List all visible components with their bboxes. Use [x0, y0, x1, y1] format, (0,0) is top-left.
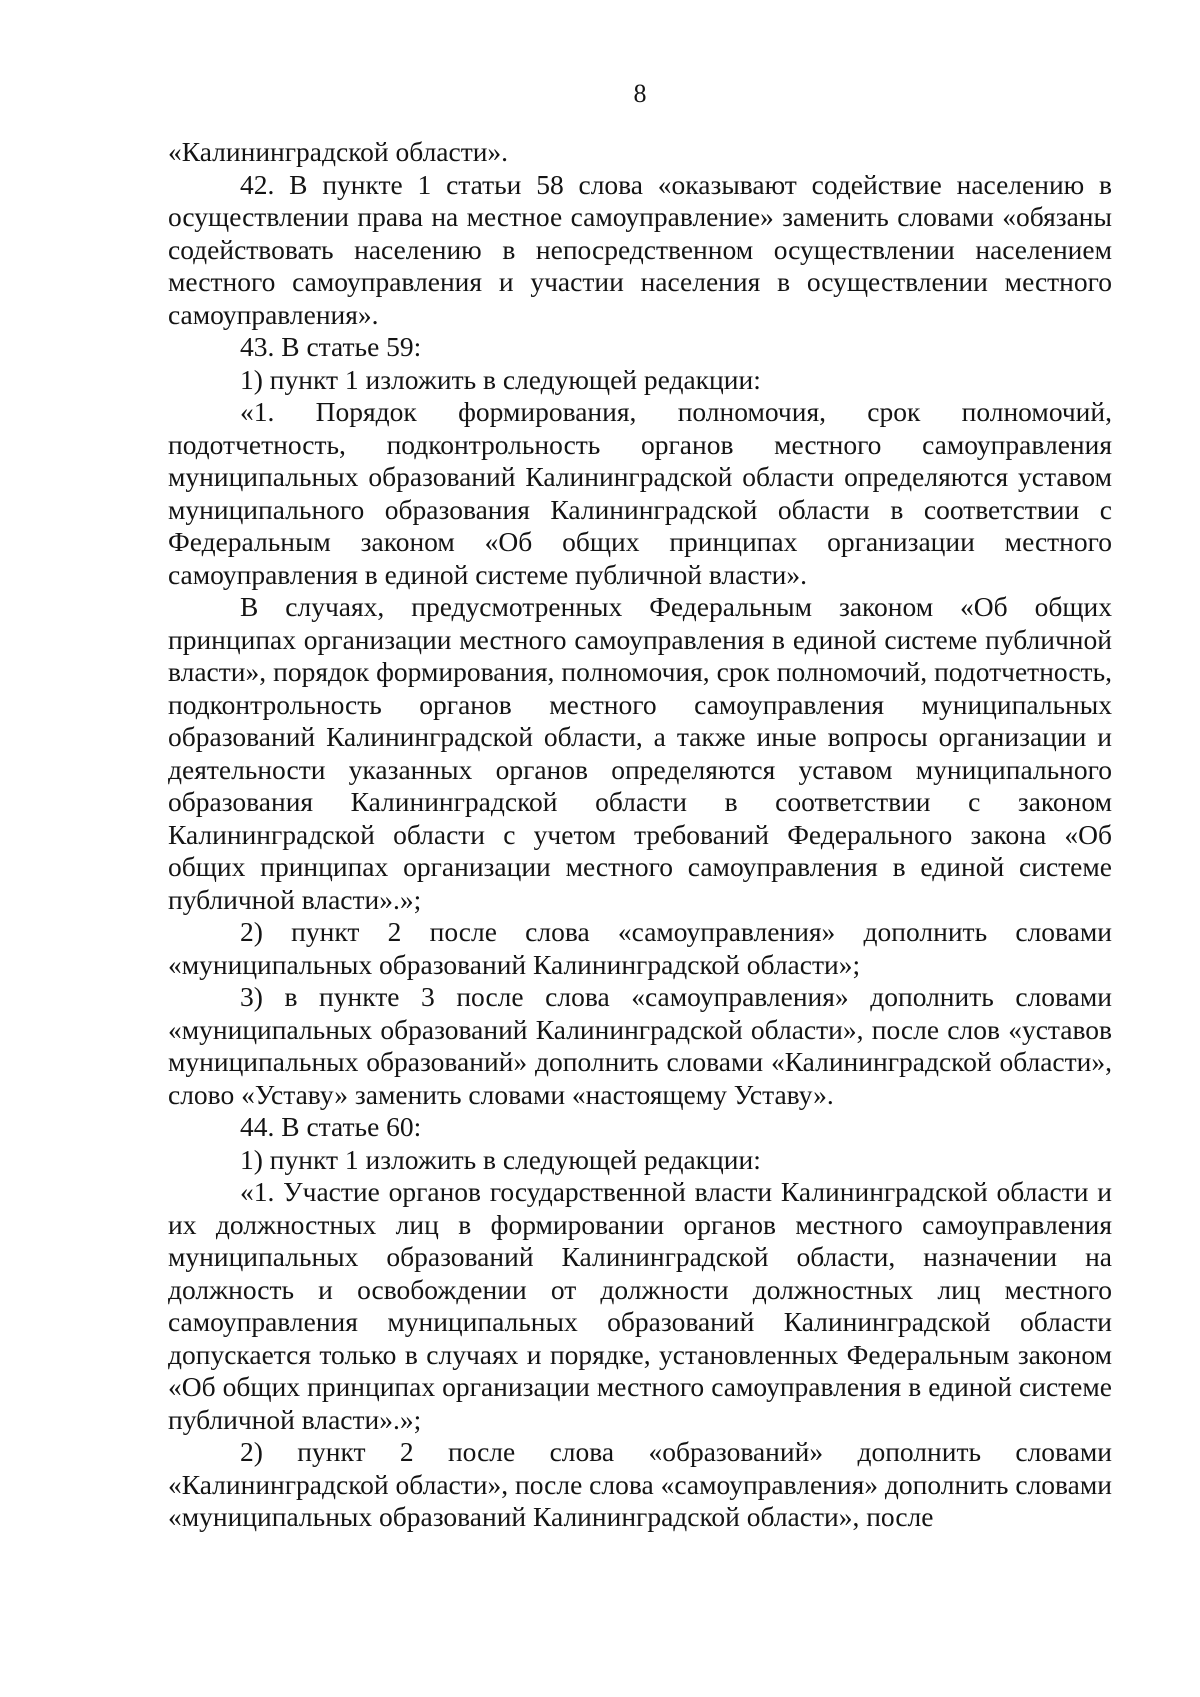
page-number: 8 — [633, 79, 647, 108]
paragraph: 43. В статье 59: — [240, 331, 422, 362]
paragraph: 3) в пункте 3 после слова «самоуправления» дополнить словами «муниципальных образований Калининградской области», после слов «уставов муниципальных образований» дополнить словами «Калининградской области», слово «Уставу» заменить словами «настоящему Уставу». — [168, 981, 1112, 1110]
paragraph: 42. В пункте 1 статьи 58 слова «оказывают содействие населению в осуществлении права на местное самоуправление» заменить словами «обязаны содействовать населению в непосредственном осуществлении населением местного самоуправления и участии населения в осуществлении местного самоуправления». — [168, 168, 1112, 330]
paragraph: 2) пункт 2 после слова «самоуправления» дополнить словами «муниципальных образований Калининградской области»; — [168, 916, 1112, 980]
paragraph: 1) пункт 1 изложить в следующей редакции: — [240, 1143, 761, 1175]
paragraph: 1) пункт 1 изложить в следующей редакции: — [240, 363, 761, 395]
paragraph: 44. В статье 60: — [240, 1111, 422, 1142]
paragraph: В случаях, предусмотренных Федеральным законом «Об общих принципах организации местного самоуправления в единой системе публичной власти», порядок формирования, полномочия, срок полномочий, подотчетность, подконтрольность органов местного самоуправления муниципальных образований Калининградской области, а также иные вопросы организации и деятельности указанных органов определяются уставом муниципального образования Калининградской области в соответствии с законом Калининградской области с учетом требований Федерального закона «Об общих принципах организации местного самоуправления в единой системе публичной власти».»; — [168, 591, 1112, 915]
paragraph: «Калининградской области». — [168, 136, 509, 167]
document-body — [168, 136, 1112, 1534]
paragraph: 2) пункт 2 после слова «образований» дополнить словами «Калининградской области», после слова «самоуправления» дополнить словами «муниципальных образований Калининградской области», после — [168, 1436, 1112, 1532]
paragraph: «1. Порядок формирования, полномочия, срок полномочий, подотчетность, подконтрольность органов местного самоуправления муниципальных образований Калининградской области определяются уставом муниципального образования Калининградской области в соответствии с Федеральным законом «Об общих принципах организации местного самоуправления в единой системе публичной власти». — [168, 396, 1112, 590]
paragraph: «1. Участие органов государственной власти Калининградской области и их должностных лиц в формировании органов местного самоуправления муниципальных образований Калининградской области, назначении на должность и освобождении от должности должностных лиц местного самоуправления муниципальных образований Калининградской области допускается только в случаях и порядке, установленных Федеральным законом «Об общих принципах организации местного самоуправления в единой системе публичной власти».»; — [168, 1176, 1112, 1435]
